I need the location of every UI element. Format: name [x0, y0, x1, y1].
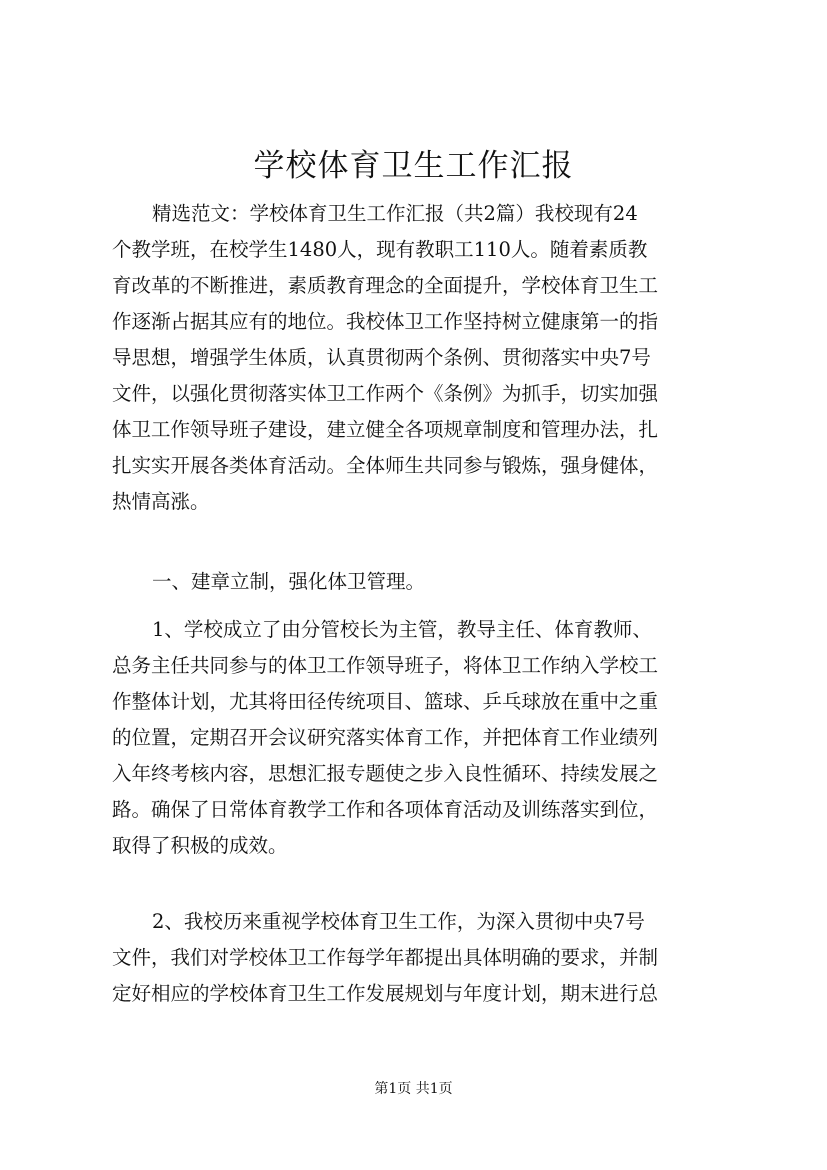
text-line: 1、学校成立了由分管校长为主管，教导主任、体育教师、 [152, 618, 652, 641]
document-title: 学校体育卫生工作汇报 [253, 148, 574, 184]
section-heading [112, 564, 738, 600]
text-line: 热情高涨。 [112, 490, 210, 513]
text-line: 精选范文：学校体育卫生工作汇报（共2篇）我校现有24 [152, 202, 638, 225]
text-line: 总务主任共同参与的体卫工作领导班子，将体卫工作纳入学校工 [112, 654, 659, 677]
text-line: 体卫工作领导班子建设，建立健全各项规章制度和管理办法，扎 [112, 418, 659, 441]
text-line: 育改革的不断推进，素质教育理念的全面提升，学校体育卫生工 [112, 274, 659, 297]
text-line: 导思想，增强学生体质，认真贯彻两个条例、贯彻落实中央7号 [112, 346, 651, 369]
text-line: 文件，以强化贯彻落实体卫工作两个《条例》为抓手，切实加强 [112, 382, 659, 405]
text-line: 的位置，定期召开会议研究落实体育工作，并把体育工作业绩列 [112, 726, 659, 749]
text-line: 作逐渐占据其应有的地位。我校体卫工作坚持树立健康第一的指 [112, 310, 659, 333]
text-line: 文件，我们对学校体卫工作每学年都提出具体明确的要求，并制 [112, 946, 659, 969]
text-line: 作整体计划，尤其将田径传统项目、篮球、乒乓球放在重中之重 [112, 690, 659, 713]
text-line: 个教学班，在校学生1480人，现有教职工110人。随着素质教 [112, 238, 648, 261]
text-line: 取得了积极的成效。 [112, 834, 288, 857]
text-line: 2、我校历来重视学校体育卫生工作，为深入贯彻中央7号 [152, 910, 645, 933]
paragraph-item-2 [112, 904, 738, 1012]
paragraph-item-1 [112, 612, 738, 864]
page-number: 第1页 共1页 [374, 1081, 453, 1097]
text-line: 定好相应的学校体育卫生工作发展规划与年度计划，期末进行总 [112, 982, 659, 1005]
text-line: 扎实实开展各类体育活动。全体师生共同参与锻炼，强身健体， [112, 454, 659, 477]
heading-line: 一、建章立制，强化体卫管理。 [152, 570, 426, 593]
paragraph-intro [112, 196, 738, 520]
text-line: 入年终考核内容，思想汇报专题使之步入良性循环、持续发展之 [112, 762, 659, 785]
text-line: 路。确保了日常体育教学工作和各项体育活动及训练落实到位， [112, 798, 659, 821]
